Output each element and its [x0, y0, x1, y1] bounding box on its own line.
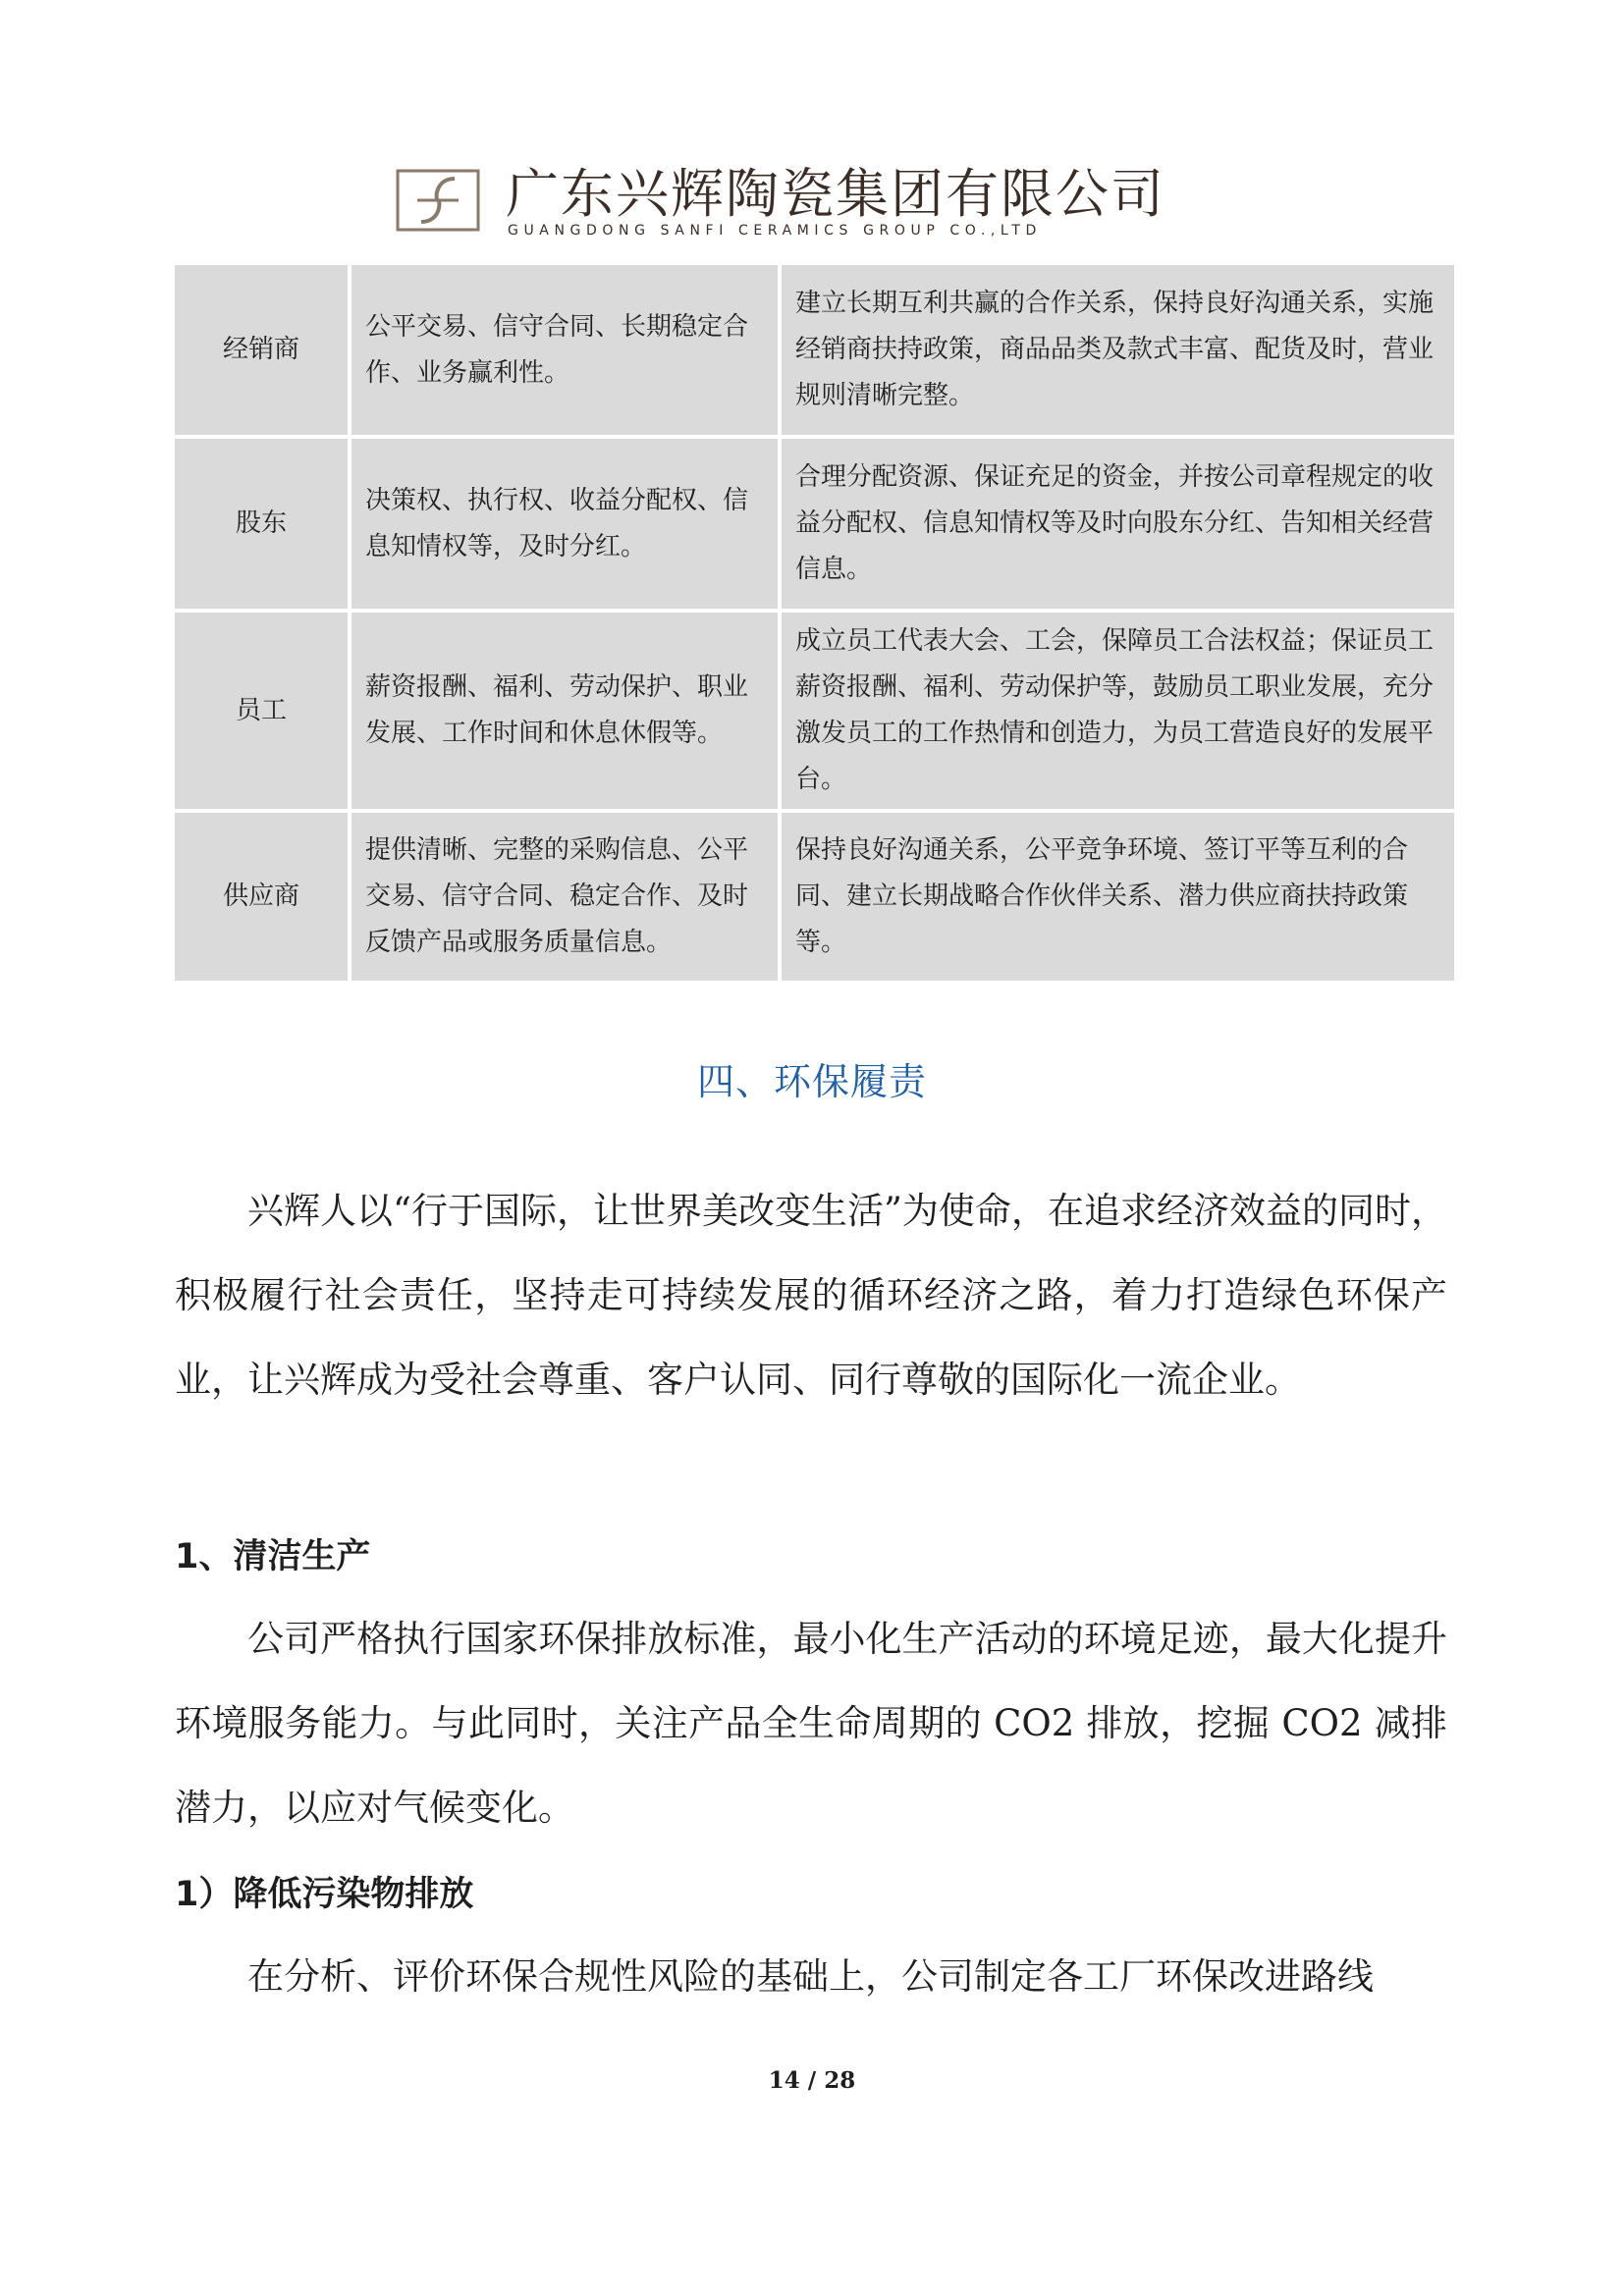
subsection-title: 1、清洁生产 [175, 1537, 371, 1576]
stakeholder-expectation: 决策权、执行权、收益分配权、信息知情权等，及时分红。 [352, 439, 778, 609]
stakeholder-name: 股东 [175, 439, 348, 609]
stakeholder-expectation: 薪资报酬、福利、劳动保护、职业发展、工作时间和休息休假等。 [352, 613, 778, 809]
subsection-title: 1）降低污染物排放 [175, 1875, 474, 1914]
stakeholder-response: 合理分配资源、保证充足的资金，并按公司章程规定的收益分配权、信息知情权等及时向股东分红、告知相关经营信息。 [782, 439, 1454, 609]
table-row [175, 613, 1454, 809]
stakeholder-name: 员工 [175, 613, 348, 809]
cleaner-production-paragraph: 公司严格执行国家环保排放标准，最小化生产活动的环境足迹，最大化提升环境服务能力。与此同时，关注产品全生命周期的 CO2 排放，挖掘 CO2 减排潜力，以应对气候变化。 [175, 1618, 1447, 1829]
document-header [396, 165, 1240, 241]
stakeholder-response: 保持良好沟通关系，公平竞争环境、签订平等互利的合同、建立长期战略合作伙伴关系、潜力供应商扶持政策等。 [782, 813, 1454, 981]
section-title: 四、环保履责 [696, 1060, 927, 1103]
stakeholder-name: 经销商 [175, 265, 348, 435]
stakeholder-expectation: 提供清晰、完整的采购信息、公平交易、信守合同、稳定合作、及时反馈产品或服务质量信息。 [352, 813, 778, 981]
company-name-en: GUANGDONG SANFI CERAMICS GROUP CO.,LTD [508, 223, 1042, 239]
sanfi-logo-icon [396, 169, 480, 232]
table-row [175, 265, 1454, 435]
stakeholder-table [171, 261, 1458, 985]
company-name-cn: 广东兴辉陶瓷集团有限公司 [506, 163, 1165, 225]
stakeholder-name: 供应商 [175, 813, 348, 981]
stakeholder-response: 建立长期互利共赢的合作关系，保持良好沟通关系，实施经销商扶持政策，商品品类及款式丰富、配货及时，营业规则清晰完整。 [782, 265, 1454, 435]
pollution-paragraph: 在分析、评价环保合规性风险的基础上，公司制定各工厂环保改进路线 [247, 1955, 1374, 1998]
table-row [175, 439, 1454, 609]
page-number: 14 / 28 [768, 2067, 856, 2094]
intro-paragraph: 兴辉人以“行于国际，让世界美改变生活”为使命，在追求经济效益的同时，积极履行社会责任，坚持走可持续发展的循环经济之路，着力打造绿色环保产业，让兴辉成为受社会尊重、客户认同、同行尊敬的国际化一流企业。 [175, 1190, 1447, 1401]
table-row [175, 813, 1454, 981]
stakeholder-expectation: 公平交易、信守合同、长期稳定合作、业务赢利性。 [352, 265, 778, 435]
stakeholder-response: 成立员工代表大会、工会，保障员工合法权益；保证员工薪资报酬、福利、劳动保护等，鼓励员工职业发展，充分激发员工的工作热情和创造力，为员工营造良好的发展平台。 [782, 613, 1454, 809]
